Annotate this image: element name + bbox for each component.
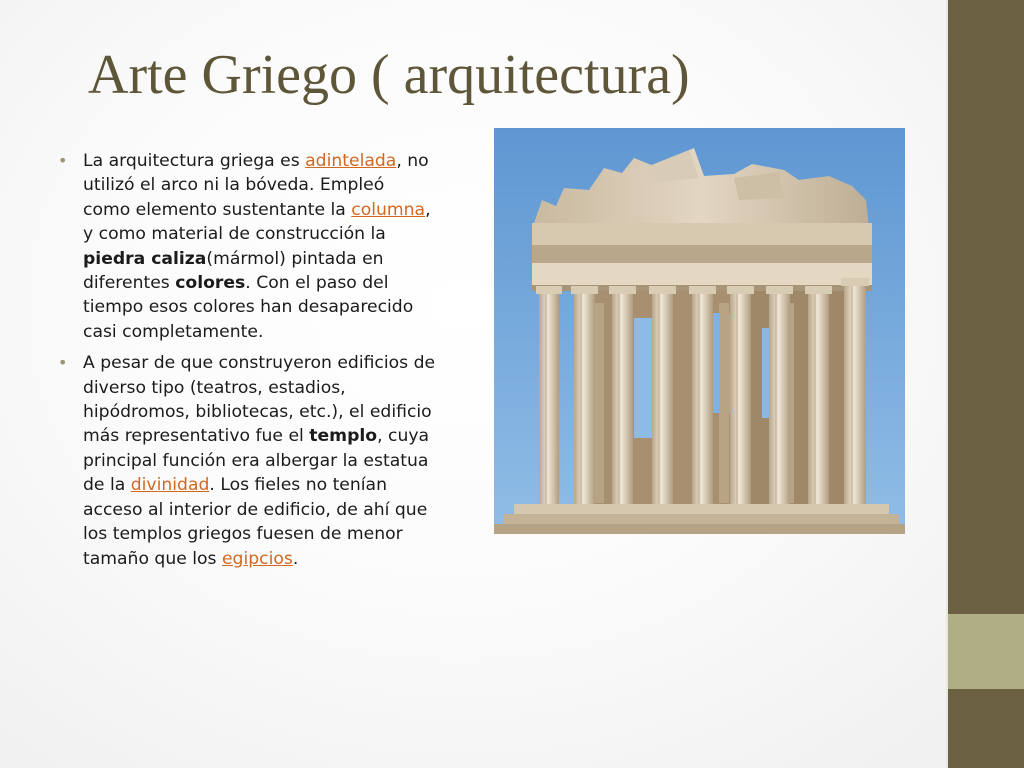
- link-adintelada[interactable]: adintelada: [305, 151, 397, 171]
- bullet-list: [58, 149, 436, 578]
- bold-piedra-caliza: piedra caliza: [83, 248, 207, 269]
- slide-title: Arte Griego ( arquitectura): [88, 44, 690, 106]
- bullet-item-2: [58, 351, 436, 571]
- bold-colores: colores: [175, 273, 246, 294]
- text-run: . Con el paso del tiempo esos colores han desaparecido casi completamente.: [83, 273, 414, 342]
- text-run: . Los fieles no tenían acceso al interior de edificio, de ahí que los templos griegos fuesen de menor tamaño que los: [83, 475, 428, 569]
- sidebar-accent-block: [948, 614, 1024, 689]
- bullet-item-1: [58, 149, 436, 344]
- text-run: (mármol) pintada en diferentes: [83, 248, 384, 294]
- link-egipcios[interactable]: egipcios: [221, 548, 293, 569]
- bullet-marker: •: [58, 151, 68, 170]
- bullet-marker: •: [58, 353, 68, 373]
- parthenon-photo: [494, 128, 905, 534]
- link-divinidad[interactable]: divinidad: [130, 475, 210, 496]
- link-columna[interactable]: columna: [351, 199, 426, 220]
- text-run: , y como material de construcción la: [83, 199, 431, 245]
- text-run: , no utilizó el arco ni la bóveda. Empleó como elemento sustentante la: [83, 151, 429, 220]
- text-run: , cuya principal función era albergar la estatua de la: [83, 426, 430, 496]
- bold-templo: templo: [309, 426, 378, 447]
- text-run: .: [292, 548, 299, 569]
- text-run: La arquitectura griega es: [83, 151, 306, 171]
- text-run: A pesar de que construyeron edificios de diverso tipo (teatros, estadios, hipódromos, bibliotecas, etc.), el edificio más representativo fue el: [83, 353, 436, 447]
